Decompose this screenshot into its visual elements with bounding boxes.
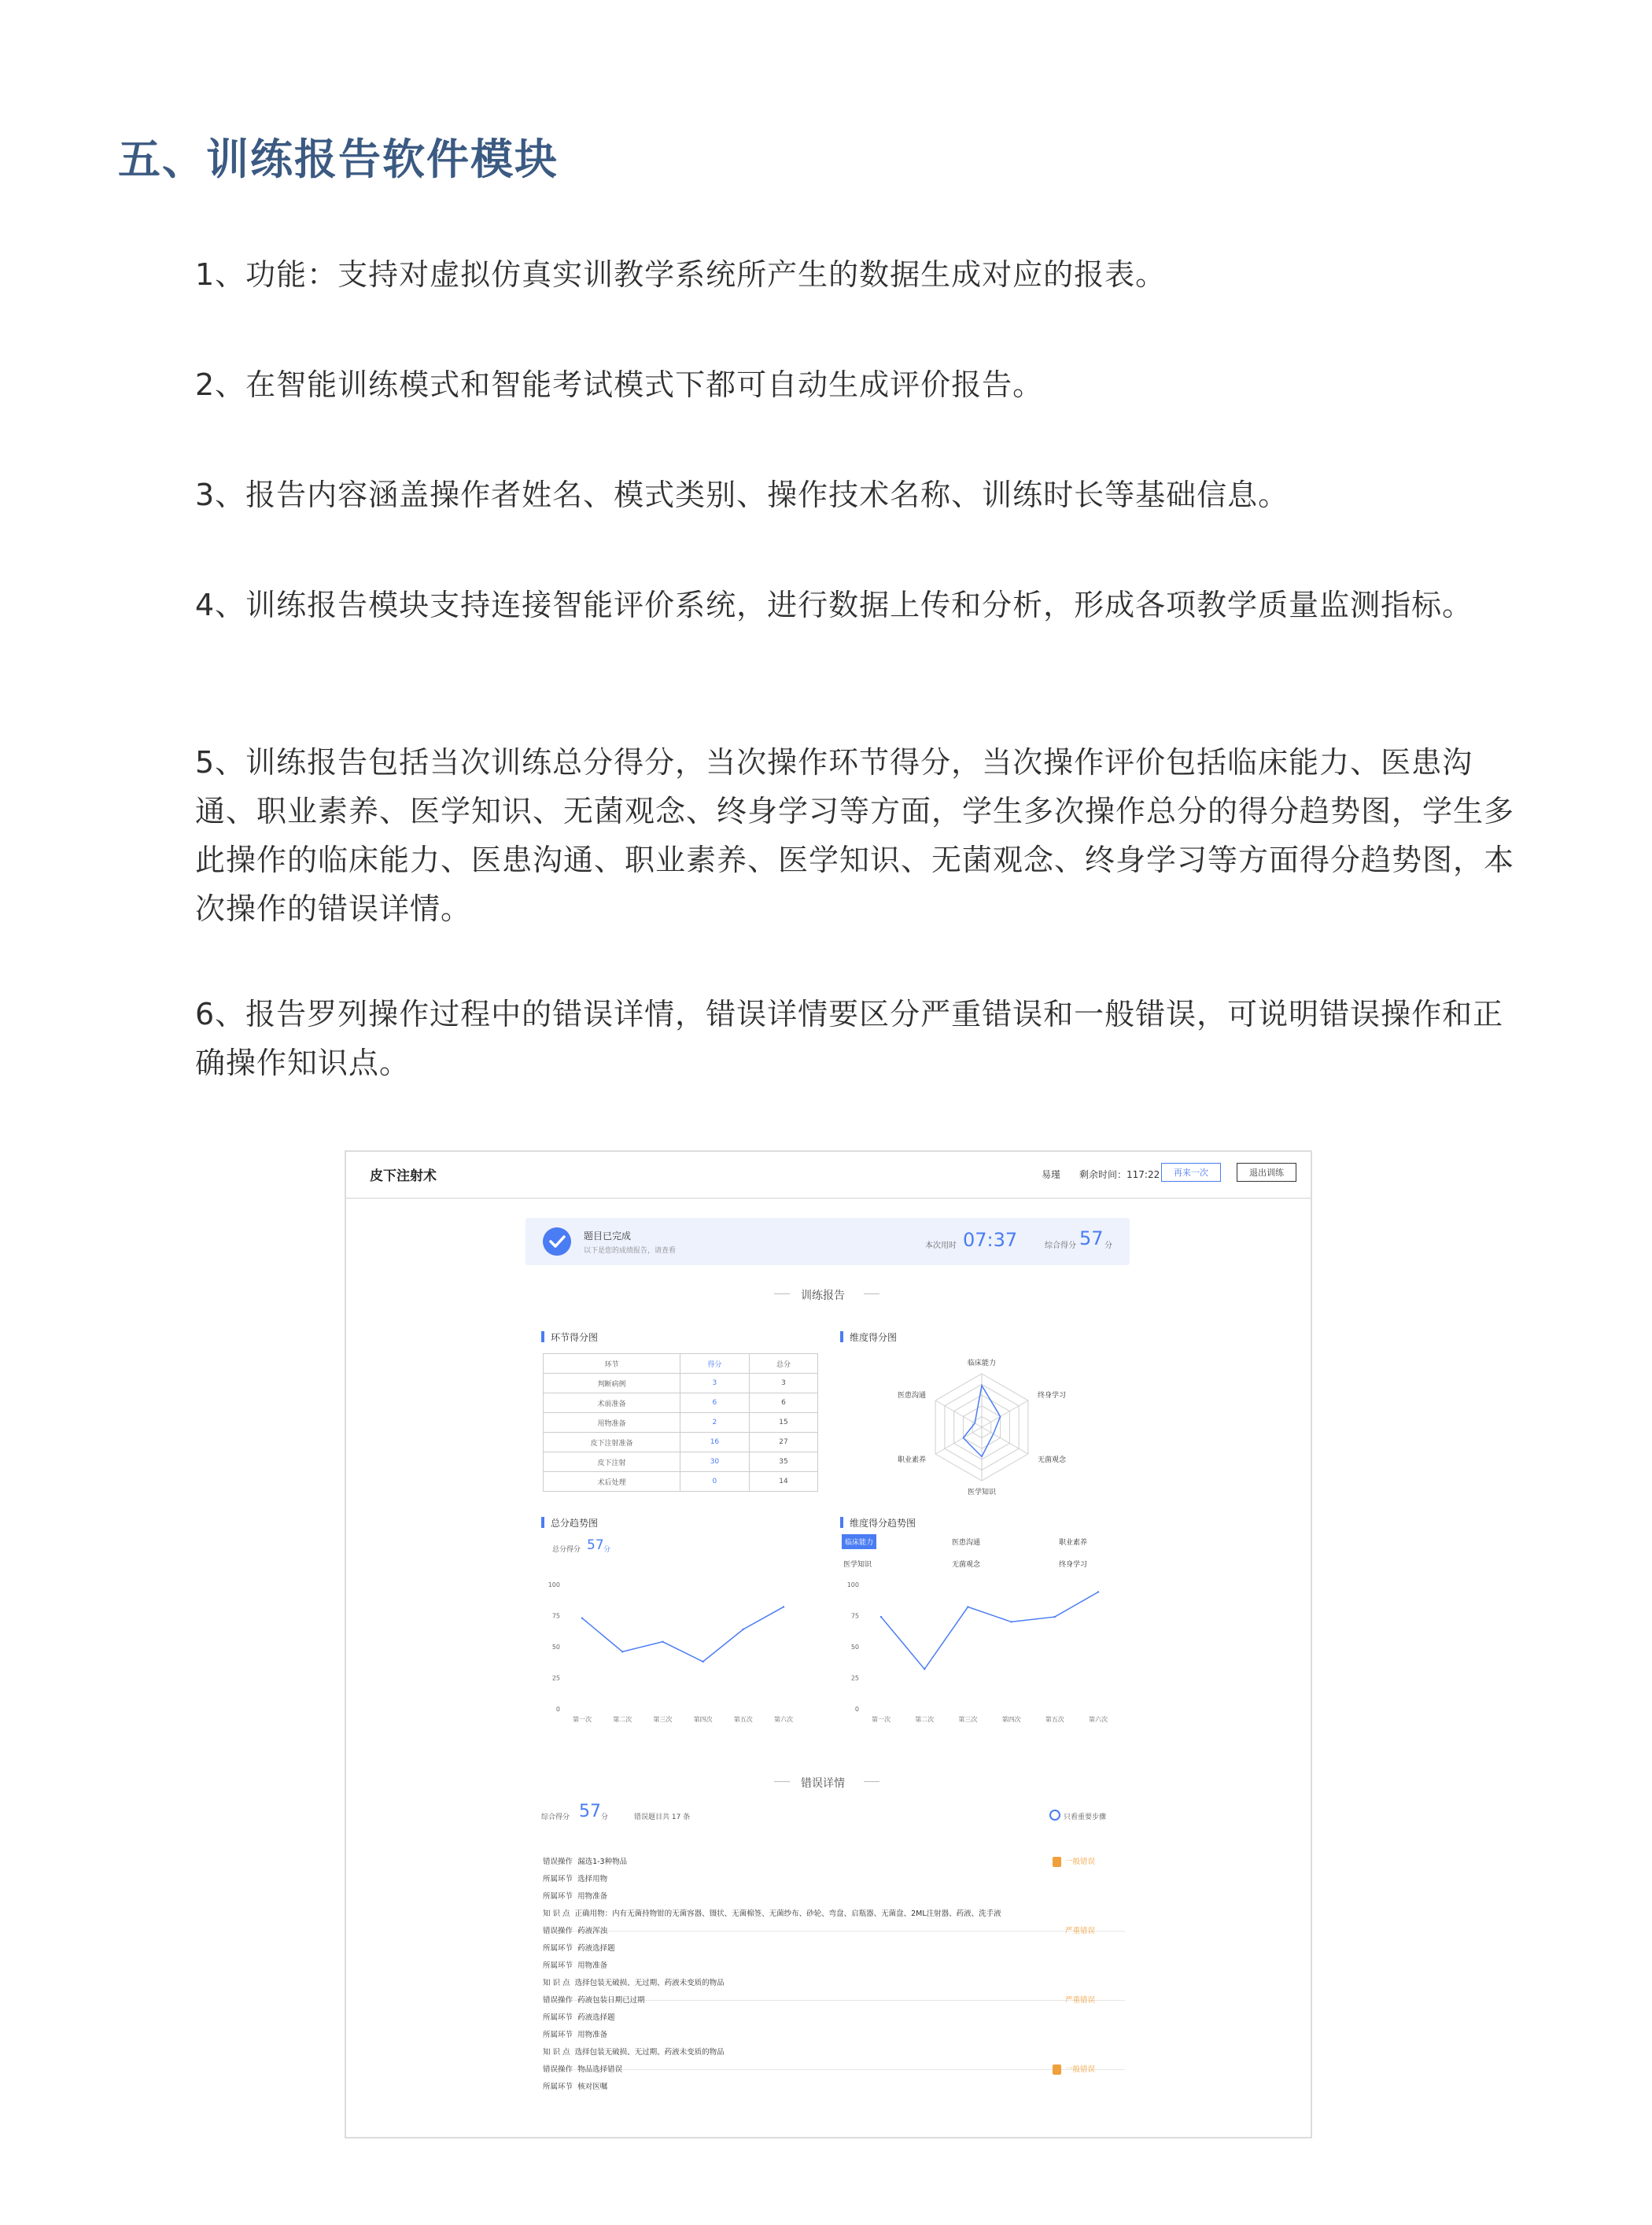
error-phase: 用物准备	[577, 1892, 608, 1901]
error-op-row	[543, 2061, 1125, 2079]
data-point	[967, 1606, 968, 1607]
score-unit: 分	[1104, 1242, 1112, 1250]
table-header: 得分	[680, 1354, 749, 1374]
field-label: 所属环节	[543, 2031, 573, 2039]
table-cell: 0	[680, 1472, 749, 1492]
series-line	[881, 1592, 1098, 1669]
table-cell: 35	[749, 1452, 817, 1472]
table-header: 总分	[749, 1354, 817, 1374]
y-tick-label: 100	[846, 1581, 859, 1588]
x-tick-label: 第五次	[733, 1716, 753, 1723]
error-op: 漏选1-3种物品	[577, 1858, 628, 1866]
warning-icon	[1053, 2064, 1061, 2075]
section-marker	[840, 1517, 843, 1528]
tab-professionalism[interactable]: 职业素养	[1059, 1539, 1088, 1547]
divider-right	[864, 1293, 879, 1294]
error-op: 药液包装日期已过期	[577, 1996, 645, 2005]
section-heading: 五、训练报告软件模块	[118, 135, 559, 184]
error-level-badge: 严重错误	[1065, 1927, 1096, 1935]
table-header: 环节	[544, 1354, 680, 1374]
data-point	[621, 1651, 623, 1652]
error-op-row	[543, 1923, 1125, 1940]
report-title: 训练报告	[801, 1290, 845, 1302]
y-tick-label: 75	[551, 1612, 560, 1620]
error-phase-row	[543, 2027, 1125, 2044]
error-knowledge-row	[543, 2044, 1125, 2061]
total-score-value: 57	[587, 1537, 604, 1553]
error-knowledge: 选择包装无破损、无过期、药液未变质的物品	[574, 1979, 725, 1987]
section-marker	[541, 1331, 544, 1342]
error-phase-row	[543, 1957, 1125, 1975]
table-cell: 皮下注射准备	[544, 1433, 680, 1452]
error-item	[543, 1923, 1125, 1992]
radar-axis-label: 职业素养	[897, 1456, 926, 1464]
error-item	[543, 2061, 1125, 2096]
table-row	[544, 1452, 818, 1472]
user-name: 易瑾	[1042, 1169, 1061, 1180]
error-link: 核对医嘱	[577, 2083, 608, 2091]
table-cell: 3	[749, 1374, 817, 1393]
tab-clinical[interactable]: 临床能力	[842, 1534, 876, 1549]
x-tick-label: 第四次	[693, 1716, 713, 1723]
radar-axis-label: 终身学习	[1038, 1392, 1067, 1400]
x-tick-label: 第六次	[774, 1716, 793, 1723]
data-point	[743, 1629, 744, 1630]
report-screenshot	[345, 1150, 1312, 2138]
table-cell: 用物准备	[544, 1413, 680, 1433]
errors-title: 错误详情	[801, 1777, 845, 1790]
data-point	[702, 1661, 703, 1662]
radio-icon[interactable]	[1049, 1810, 1060, 1821]
error-link: 药液选择题	[577, 1944, 615, 1953]
error-phase: 用物准备	[577, 1961, 608, 1970]
paragraph-2: 2、在智能训练模式和智能考试模式下都可自动生成评价报告。	[195, 367, 1044, 402]
x-tick-label: 第三次	[653, 1716, 673, 1723]
table-row	[544, 1433, 818, 1452]
check-circle-icon	[543, 1227, 571, 1256]
dimension-trend-title: 维度得分趋势图	[850, 1518, 916, 1529]
error-link-row	[543, 1940, 1125, 1957]
total-trend-chart	[543, 1577, 802, 1726]
app-title: 皮下注射术	[370, 1168, 437, 1184]
table-cell: 判断病例	[544, 1374, 680, 1393]
segment-table	[543, 1353, 818, 1492]
data-point	[880, 1616, 882, 1618]
radar-axis-label: 医患沟通	[897, 1392, 926, 1400]
radar-axis-label: 临床能力	[967, 1360, 997, 1367]
data-point	[581, 1617, 583, 1618]
paragraph-3: 3、报告内容涵盖操作者姓名、模式类别、操作技术名称、训练时长等基础信息。	[195, 478, 1289, 512]
table-cell: 16	[680, 1433, 749, 1452]
radar-chart-title: 维度得分图	[850, 1332, 898, 1343]
section-marker	[840, 1331, 843, 1342]
banner-title: 题目已完成	[584, 1231, 632, 1242]
x-tick-label: 第三次	[958, 1716, 978, 1723]
table-row	[544, 1413, 818, 1433]
radar-axis	[982, 1400, 1028, 1427]
table-row	[544, 1472, 818, 1492]
y-tick-label: 50	[850, 1644, 859, 1651]
y-tick-label: 25	[850, 1674, 859, 1682]
field-label: 错误操作	[543, 2065, 573, 2074]
x-tick-label: 第二次	[613, 1716, 632, 1723]
table-cell: 6	[749, 1393, 817, 1413]
table-header-row	[544, 1354, 818, 1374]
y-tick-label: 0	[854, 1706, 859, 1713]
x-tick-label: 第一次	[872, 1716, 891, 1723]
radar-axis-label: 医学知识	[967, 1489, 997, 1496]
error-knowledge-row	[543, 1906, 1125, 1923]
field-label: 错误操作	[543, 1996, 573, 2005]
field-label: 知 识 点	[543, 2048, 570, 2057]
x-tick-label: 第二次	[915, 1716, 935, 1723]
table-cell: 3	[680, 1374, 749, 1393]
radar-axis-label: 无菌观念	[1038, 1456, 1067, 1464]
x-tick-label: 第四次	[1001, 1716, 1021, 1723]
banner-subtitle: 以下是您的成绩报告，请查看	[584, 1247, 677, 1255]
tab-communication[interactable]: 医患沟通	[952, 1539, 981, 1547]
data-point	[1054, 1616, 1056, 1618]
error-level-badge: 严重错误	[1065, 1996, 1096, 2005]
field-label: 所属环节	[543, 1944, 573, 1953]
tab-aseptic[interactable]: 无菌观念	[952, 1561, 981, 1569]
paragraph-4: 4、训练报告模块支持连接智能评价系统，进行数据上传和分析，形成各项教学质量监测指标。	[195, 588, 1473, 622]
total-trend-title: 总分趋势图	[551, 1518, 599, 1529]
warning-icon	[1053, 1857, 1061, 1867]
app-topbar	[346, 1152, 1311, 1199]
error-op: 药液浑浊	[577, 1927, 608, 1935]
error-link-row	[543, 1871, 1125, 1888]
error-knowledge: 正确用物：内有无菌持物钳的无菌容器、镊状、无菌棉签、无菌纱布、砂轮、弯盘、启瓶器、无菌盘、2ML注射器、药液、洗手液	[574, 1910, 1001, 1918]
error-link-row	[543, 2009, 1125, 2027]
total-score-unit: 分	[603, 1546, 611, 1554]
data-point	[1097, 1591, 1099, 1592]
table-cell: 2	[680, 1413, 749, 1433]
error-phase: 用物准备	[577, 2031, 608, 2039]
error-knowledge: 选择包装无破损、无过期、药液未变质的物品	[574, 2048, 725, 2057]
error-phase-row	[543, 1888, 1125, 1906]
divider-right	[864, 1781, 879, 1782]
time-value: 07:37	[963, 1229, 1018, 1251]
completion-banner	[525, 1218, 1130, 1265]
x-tick-label: 第五次	[1045, 1716, 1064, 1723]
errors-score-unit: 分	[601, 1814, 609, 1821]
field-label: 错误操作	[543, 1927, 573, 1935]
filter-label[interactable]: 只看重要步骤	[1064, 1814, 1107, 1821]
table-cell: 术前准备	[544, 1393, 680, 1413]
errors-score-label: 综合得分	[541, 1814, 570, 1821]
error-op-row	[543, 1992, 1125, 2009]
table-cell: 27	[749, 1433, 817, 1452]
exit-button[interactable]: 退出训练	[1237, 1163, 1296, 1182]
table-cell: 14	[749, 1472, 817, 1492]
tab-lifelong-learning[interactable]: 终身学习	[1059, 1561, 1088, 1569]
field-label: 错误操作	[543, 1858, 573, 1866]
error-op: 物品选择错误	[577, 2065, 623, 2074]
table-cell: 6	[680, 1393, 749, 1413]
error-op-row	[543, 1854, 1125, 1871]
error-level-badge: 一般错误	[1065, 1858, 1096, 1866]
field-label: 所属环节	[543, 2013, 573, 2022]
data-point	[924, 1668, 925, 1670]
y-tick-label: 0	[555, 1706, 560, 1713]
y-tick-label: 50	[551, 1644, 560, 1651]
field-label: 所属环节	[543, 2083, 573, 2091]
divider-left	[774, 1781, 790, 1782]
y-tick-label: 25	[551, 1674, 560, 1682]
field-label: 知 识 点	[543, 1910, 570, 1918]
error-knowledge-row	[543, 1975, 1125, 1992]
table-cell: 皮下注射	[544, 1452, 680, 1472]
y-tick-label: 75	[850, 1612, 859, 1620]
score-value: 57	[1079, 1227, 1104, 1249]
paragraph-6: 6、报告罗列操作过程中的错误详情，错误详情要区分严重错误和一般错误，可说明错误操作和正确操作知识点。	[195, 997, 1504, 1080]
score-label: 综合得分	[1045, 1242, 1076, 1250]
x-tick-label: 第一次	[573, 1716, 592, 1723]
table-cell: 15	[749, 1413, 817, 1433]
total-score-label: 总分得分	[552, 1546, 581, 1554]
table-cell: 30	[680, 1452, 749, 1472]
paragraph-5: 5、训练报告包括当次训练总分得分，当次操作环节得分，当次操作评价包括临床能力、医患沟通、职业素养、医学知识、无菌观念、终身学习等方面，学生多次操作总分的得分趋势图，学生多此操作的临床能力、医患沟通、职业素养、医学知识、无菌观念、终身学习等方面得分趋势图，本次操作的错误详情。	[195, 745, 1515, 926]
remaining-time: 剩余时间：117:22	[1079, 1169, 1160, 1180]
table-cell: 术后处理	[544, 1472, 680, 1492]
field-label: 所属环节	[543, 1892, 573, 1901]
dimension-trend-chart	[842, 1577, 1117, 1726]
tab-medical-knowledge[interactable]: 医学知识	[843, 1561, 872, 1569]
radar-chart	[840, 1349, 1123, 1506]
divider-left	[774, 1293, 790, 1294]
radar-axis	[982, 1427, 1028, 1454]
field-label: 知 识 点	[543, 1979, 570, 1987]
segment-table-title: 环节得分图	[551, 1332, 599, 1343]
error-link: 药液选择题	[577, 2013, 615, 2022]
data-point	[1010, 1621, 1012, 1622]
field-label: 所属环节	[543, 1875, 573, 1884]
data-point	[662, 1640, 663, 1642]
paragraph-1: 1、功能：支持对虚拟仿真实训教学系统所产生的数据生成对应的报表。	[195, 257, 1167, 292]
field-label: 所属环节	[543, 1961, 573, 1970]
error-level-badge: 一般错误	[1065, 2065, 1096, 2074]
error-item	[543, 1854, 1125, 1923]
errors-count: 错误题目共 17 条	[634, 1814, 691, 1821]
x-tick-label: 第六次	[1089, 1716, 1108, 1723]
again-button[interactable]: 再来一次	[1161, 1163, 1221, 1182]
data-point	[783, 1606, 784, 1607]
error-item	[543, 1992, 1125, 2061]
series-line	[582, 1607, 784, 1662]
section-marker	[541, 1517, 544, 1528]
error-link: 选择用物	[577, 1875, 608, 1884]
table-row	[544, 1374, 818, 1393]
error-link-row	[543, 2079, 1125, 2096]
time-label: 本次用时	[925, 1242, 957, 1250]
y-tick-label: 100	[548, 1581, 560, 1588]
errors-score-value: 57	[579, 1802, 601, 1821]
table-row	[544, 1393, 818, 1413]
